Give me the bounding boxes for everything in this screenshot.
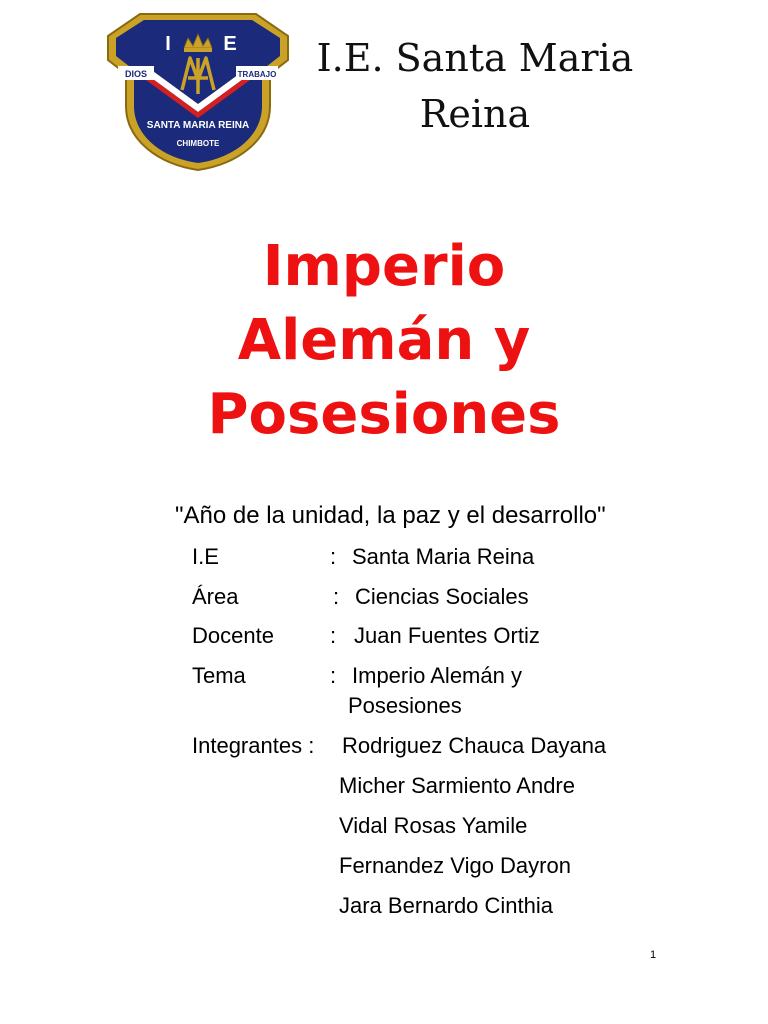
field-docente-label: Docente bbox=[192, 623, 274, 648]
crest-letter-right: E bbox=[223, 33, 237, 55]
member-name: Vidal Rosas Yamile bbox=[339, 813, 528, 838]
crest-bottom-text: SANTA MARIA REINA bbox=[146, 120, 250, 131]
field-docente-value: Juan Fuentes Ortiz bbox=[354, 623, 540, 648]
field-ie-colon: : bbox=[330, 544, 337, 569]
field-ie-value: Santa Maria Reina bbox=[352, 544, 535, 569]
member-name: Micher Sarmiento Andre bbox=[339, 773, 575, 798]
field-docente-colon: : bbox=[330, 623, 337, 648]
field-tema-label: Tema bbox=[192, 663, 246, 688]
school-crest-logo bbox=[104, 8, 292, 172]
crest-band-right-text: TRABAJO bbox=[237, 70, 277, 79]
member-name: Fernandez Vigo Dayron bbox=[339, 853, 571, 878]
field-tema-value-line2: Posesiones bbox=[348, 693, 462, 718]
year-motto: "Año de la unidad, la paz y el desarrollo" bbox=[175, 502, 606, 529]
field-integrantes-label: Integrantes : bbox=[192, 733, 315, 758]
field-ie-label: I.E bbox=[192, 544, 219, 569]
school-name-line1: I.E. Santa Maria bbox=[316, 36, 634, 80]
field-area-value: Ciencias Sociales bbox=[355, 584, 529, 609]
title-line3: Posesiones bbox=[207, 382, 561, 447]
field-tema-value-line1: Imperio Alemán y bbox=[352, 663, 522, 688]
member-name: Jara Bernardo Cinthia bbox=[339, 893, 554, 918]
document-title bbox=[134, 230, 634, 452]
field-area-colon: : bbox=[333, 584, 340, 609]
crest-band-left-text: DIOS bbox=[124, 69, 148, 79]
school-name-line2: Reina bbox=[419, 92, 531, 136]
school-name bbox=[300, 30, 650, 142]
page-number: 1 bbox=[650, 949, 657, 961]
crest-letter-left: I bbox=[165, 33, 171, 55]
crest-city-text: CHIMBOTE bbox=[176, 139, 220, 148]
field-tema-colon: : bbox=[330, 663, 337, 688]
field-area-label: Área bbox=[192, 584, 239, 609]
title-line1: Imperio bbox=[262, 234, 506, 299]
title-line2: Alemán y bbox=[237, 308, 531, 373]
member-name: Rodriguez Chauca Dayana bbox=[342, 733, 607, 758]
